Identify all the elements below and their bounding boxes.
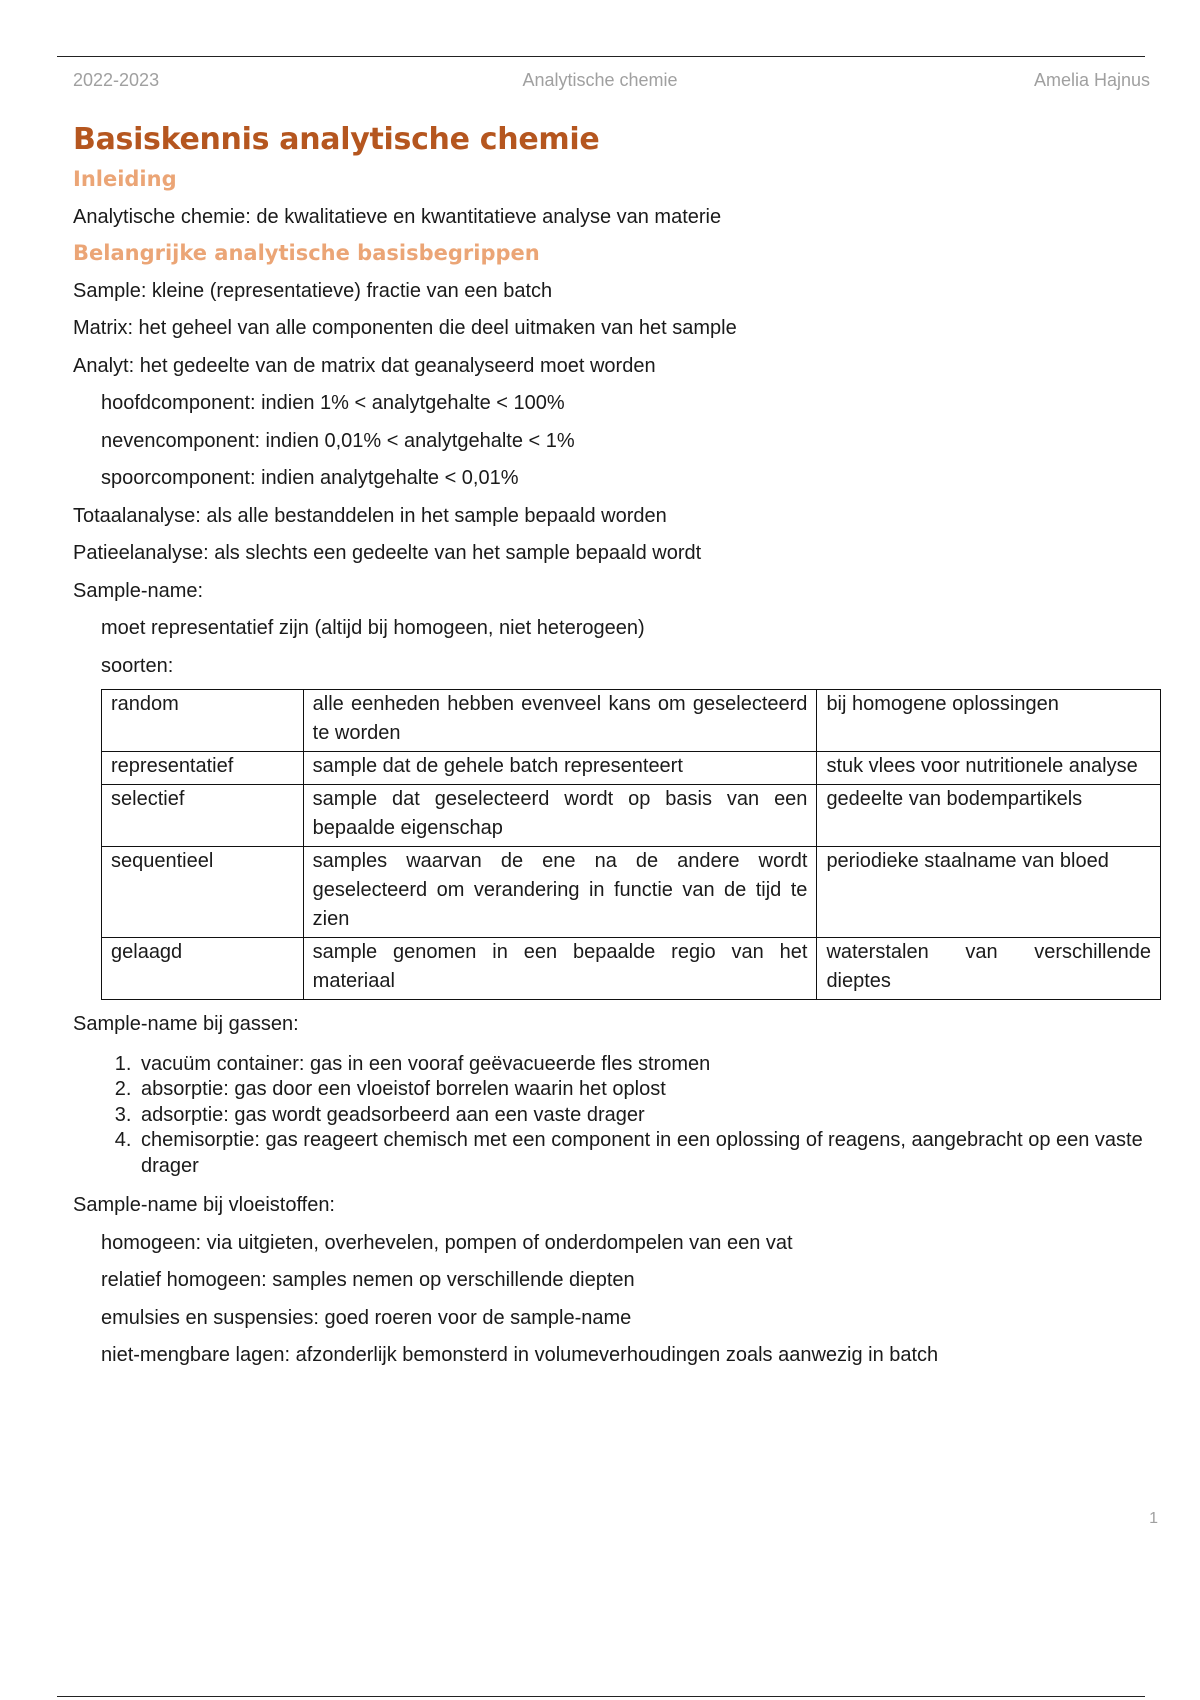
- definition-matrix: Matrix: het geheel van alle componenten die deel uitmaken van het sample: [73, 317, 737, 339]
- table-cell-description: sample genomen in een bepaalde regio van het materiaal: [303, 938, 817, 1000]
- intro-heading: Inleiding: [73, 167, 177, 191]
- page-number: 1: [1149, 1510, 1158, 1527]
- table-cell-type: gelaagd: [102, 938, 304, 1000]
- table-cell-example: bij homogene oplossingen: [817, 690, 1161, 752]
- definition-hoofdcomponent: hoofdcomponent: indien 1% < analytgehalte < 100%: [101, 392, 565, 414]
- definition-partieelanalyse: Patieelanalyse: als slechts een gedeelte van het sample bepaald wordt: [73, 542, 702, 564]
- definition-spoorcomponent: spoorcomponent: indien analytgehalte < 0,01%: [101, 467, 519, 489]
- liquids-emulsies: emulsies en suspensies: goed roeren voor de sample-name: [101, 1306, 632, 1329]
- sample-name-label: Sample-name:: [73, 579, 204, 602]
- footer-rule: [57, 1696, 1145, 1697]
- liquids-heading: Sample-name bij vloeistoffen:: [73, 1194, 335, 1216]
- table-cell-type: selectief: [102, 785, 304, 847]
- table-cell-example: gedeelte van bodempartikels: [817, 785, 1161, 847]
- table-cell-example: waterstalen van verschillende dieptes: [817, 938, 1161, 1000]
- table-cell-description: samples waarvan de ene na de andere wordt geselecteerd om verandering in functie van de tijd te zien: [303, 847, 817, 938]
- table-cell-type: representatief: [102, 752, 304, 785]
- table-row: [102, 938, 1161, 1000]
- table-cell-example: stuk vlees voor nutritionele analyse: [817, 752, 1161, 785]
- table-cell-example: periodieke staalname van bloed: [817, 847, 1161, 938]
- sample-types-table: [101, 689, 1161, 1000]
- header-subject: Analytische chemie: [522, 70, 678, 90]
- table-cell-type: random: [102, 690, 304, 752]
- header-year: 2022-2023: [73, 70, 160, 90]
- list-item: 2. absorptie: gas door een vloeistof borrelen waarin het oplost: [137, 1077, 1163, 1103]
- list-item: 1. vacuüm container: gas in een vooraf geëvacueerde fles stromen: [137, 1052, 1163, 1078]
- definition-sample: Sample: kleine (representatieve) fractie van een batch: [73, 279, 553, 302]
- liquids-relatief-homogeen: relatief homogeen: samples nemen op verschillende diepten: [101, 1269, 635, 1291]
- table-row: [102, 785, 1161, 847]
- list-item: 4. chemisorptie: gas reageert chemisch met een component in een oplossing of reagens, aangebracht op een vaste drager: [137, 1128, 1163, 1179]
- gases-list: [73, 1052, 1163, 1180]
- table-cell-description: sample dat de gehele batch representeert: [303, 752, 817, 785]
- intro-text: Analytische chemie: de kwalitatieve en kwantitatieve analyse van materie: [73, 206, 722, 228]
- definition-analyt: Analyt: het gedeelte van de matrix dat geanalyseerd moet worden: [73, 354, 656, 377]
- table-cell-description: alle eenheden hebben evenveel kans om geselecteerd te worden: [303, 690, 817, 752]
- sample-name-requirement: moet representatief zijn (altijd bij homogeen, niet heterogeen): [101, 617, 645, 639]
- header-author: Amelia Hajnus: [1033, 70, 1150, 90]
- definition-nevencomponent: nevencomponent: indien 0,01% < analytgehalte < 1%: [101, 429, 575, 452]
- list-item: 3. adsorptie: gas wordt geadsorbeerd aan een vaste drager: [137, 1103, 1163, 1129]
- page-content: [73, 122, 1163, 1375]
- concepts-heading: Belangrijke analytische basisbegrippen: [73, 240, 540, 265]
- definition-totaalanalyse: Totaalanalyse: als alle bestanddelen in het sample bepaald worden: [73, 504, 667, 527]
- page-title: Basiskennis analytische chemie: [73, 122, 600, 157]
- liquids-niet-mengbaar: niet-mengbare lagen: afzonderlijk bemonsterd in volumeverhoudingen zoals aanwezig in batch: [101, 1344, 939, 1366]
- table-row: [102, 847, 1161, 938]
- table-cell-description: sample dat geselecteerd wordt op basis van een bepaalde eigenschap: [303, 785, 817, 847]
- table-row: [102, 752, 1161, 785]
- table-row: [102, 690, 1161, 752]
- liquids-homogeen: homogeen: via uitgieten, overhevelen, pompen of onderdompelen van een vat: [101, 1231, 793, 1254]
- header-rule: [57, 56, 1145, 57]
- gases-heading: Sample-name bij gassen:: [73, 1013, 299, 1035]
- sample-types-label: soorten:: [101, 654, 174, 677]
- table-cell-type: sequentieel: [102, 847, 304, 938]
